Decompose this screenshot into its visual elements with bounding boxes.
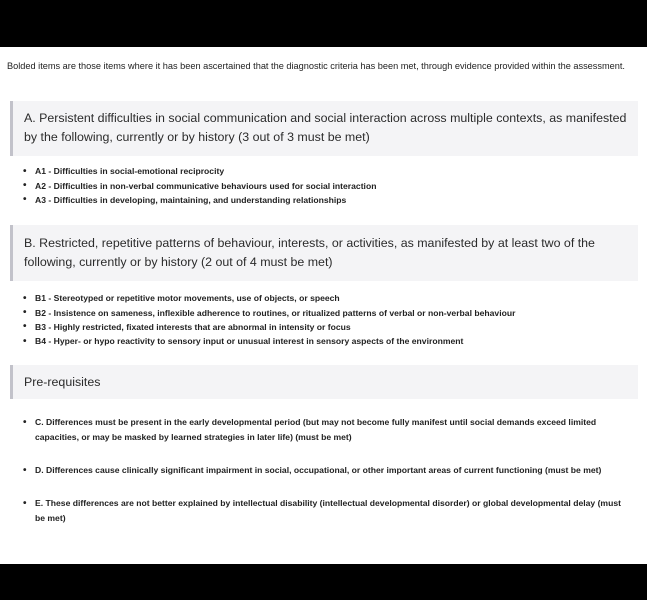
section-b-criteria-list	[0, 291, 625, 349]
intro-note: Bolded items are those items where it has been ascertained that the diagnostic criteria has been met, through evidence provided within the assessment.	[7, 61, 625, 71]
bullet-icon: •	[23, 336, 27, 347]
section-a-callout	[10, 101, 638, 156]
criterion-d: • D. Differences cause clinically significant impairment in social, occupational, or other important areas of current functioning (must be met)	[23, 465, 602, 476]
bullet-icon: •	[23, 194, 27, 205]
bullet-icon: •	[23, 293, 27, 304]
criterion-b2: • B2 - Insistence on sameness, inflexible adherence to routines, or ritualized patterns of verbal or non-verbal behaviour	[23, 307, 516, 318]
bullet-icon: •	[23, 307, 27, 318]
criterion-e: • E. These differences are not better explained by intellectual disability (intellectual developmental disorder) or global developmental delay (must be met)	[23, 498, 621, 523]
bullet-icon: •	[23, 498, 27, 509]
prerequisites-heading: Pre-requisites	[24, 375, 101, 389]
section-b-heading: B. Restricted, repetitive patterns of behaviour, interests, or activities, as manifested by at least two of the following, currently or by history (2 out of 4 must be met)	[24, 236, 595, 269]
section-a-criteria-list	[0, 164, 625, 207]
bullet-icon: •	[23, 321, 27, 332]
criterion-b4: • B4 - Hyper- or hypo reactivity to sensory input or unusual interest in sensory aspects of the environment	[23, 336, 464, 347]
criterion-a3: • A3 - Difficulties in developing, maintaining, and understanding relationships	[23, 194, 347, 205]
criterion-c: • C. Differences must be present in the early developmental period (but may not become fully manifest until social demands exceed limited capacities, or may be masked by learned strategies in later life) (must be met)	[23, 417, 597, 442]
criterion-a2: • A2 - Difficulties in non-verbal communicative behaviours used for social interaction	[23, 180, 377, 191]
document-page	[0, 47, 647, 564]
criterion-b1: • B1 - Stereotyped or repetitive motor movements, use of objects, or speech	[23, 293, 340, 304]
bullet-icon: •	[23, 465, 27, 476]
section-a-heading: A. Persistent difficulties in social communication and social interaction across multiple contexts, as manifested by the following, currently or by history (3 out of 3 must be met)	[24, 111, 627, 144]
bullet-icon: •	[23, 166, 27, 177]
bullet-icon: •	[23, 180, 27, 191]
bullet-icon: •	[23, 417, 27, 428]
prerequisites-callout	[10, 365, 638, 399]
prerequisites-list	[0, 415, 625, 526]
criterion-a1: • A1 - Difficulties in social-emotional reciprocity	[23, 166, 225, 177]
criterion-b3: • B3 - Highly restricted, fixated interests that are abnormal in intensity or focus	[23, 321, 351, 332]
section-b-callout	[10, 225, 638, 281]
